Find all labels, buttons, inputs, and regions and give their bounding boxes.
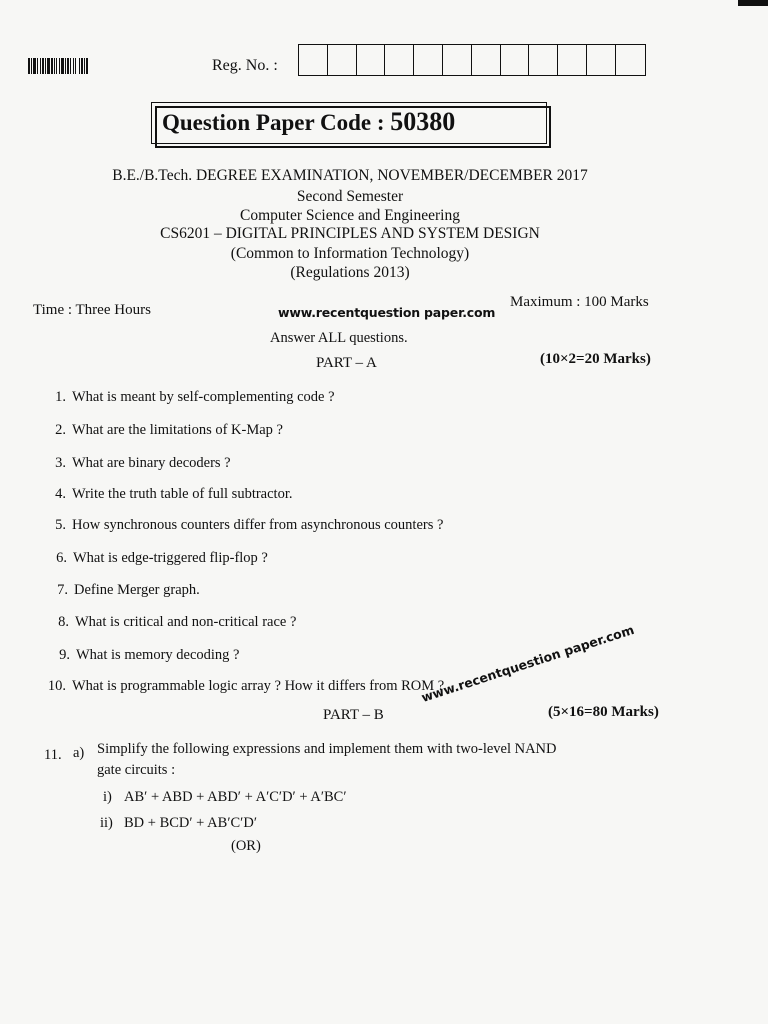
reg-no-cell <box>385 45 414 75</box>
question-item <box>44 678 444 695</box>
q11-text-line2: gate circuits : <box>97 762 176 778</box>
question-text: What are the limitations of K-Map ? <box>72 422 283 438</box>
qp-code-label: Question Paper Code : <box>162 110 385 135</box>
q11-number: 11. <box>44 747 62 763</box>
time-allowed: Time : Three Hours <box>33 302 151 318</box>
expr2: BD + BCD′ + AB′C′D′ <box>124 815 257 831</box>
question-text: What is critical and non-critical race ? <box>75 614 297 630</box>
question-item <box>48 647 239 664</box>
q11-sub: a) <box>73 745 85 761</box>
reg-no-cell <box>443 45 472 75</box>
question-number: 9. <box>59 647 70 663</box>
question-number: 10. <box>47 678 66 694</box>
expr1: AB′ + ABD + ABD′ + A′C′D′ + A′BC′ <box>124 789 347 805</box>
question-number: 8. <box>58 614 69 630</box>
maximum-marks: Maximum : 100 Marks <box>510 294 649 310</box>
question-text: How synchronous counters differ from asynchronous counters ? <box>72 517 444 533</box>
reg-no-cell <box>414 45 443 75</box>
question-item <box>44 389 335 406</box>
reg-no-label: Reg. No. : <box>212 57 278 74</box>
question-number: 7. <box>57 582 68 598</box>
question-text: What is programmable logic array ? How it differs from ROM ? <box>72 678 445 694</box>
question-item <box>44 455 231 472</box>
semester: Second Semester <box>296 188 404 205</box>
exam-title: B.E./B.Tech. DEGREE EXAMINATION, NOVEMBER/DECEMBER 2017 <box>112 167 588 184</box>
reg-no-cell <box>587 45 616 75</box>
course-title: CS6201 – DIGITAL PRINCIPLES AND SYSTEM DESIGN <box>160 225 540 242</box>
common-to: (Common to Information Technology) <box>230 245 470 262</box>
qp-code-value: 50380 <box>390 107 456 136</box>
instruction: Answer ALL questions. <box>270 330 408 346</box>
question-text: What is memory decoding ? <box>76 647 240 663</box>
part-b-marks: (5×16=80 Marks) <box>548 704 659 720</box>
question-item <box>47 614 296 631</box>
reg-no-cell <box>616 45 645 75</box>
question-number: 2. <box>55 422 66 438</box>
question-item <box>44 517 443 534</box>
reg-no-cell <box>328 45 357 75</box>
question-item <box>46 582 200 599</box>
question-item <box>44 422 283 439</box>
q11-text-line1: Simplify the following expressions and implement them with two-level NAND <box>97 741 557 757</box>
qp-code-title <box>162 107 455 137</box>
question-number: 5. <box>55 517 66 533</box>
reg-no-cell <box>357 45 386 75</box>
scan-edge-mark <box>738 0 768 6</box>
reg-no-cell <box>472 45 501 75</box>
expr2-label: ii) <box>100 815 113 831</box>
reg-no-cell <box>501 45 530 75</box>
barcode-image <box>28 58 128 74</box>
question-item <box>44 486 292 503</box>
question-number: 1. <box>55 389 66 405</box>
reg-no-cell <box>299 45 328 75</box>
question-number: 4. <box>55 486 66 502</box>
question-text: Write the truth table of full subtractor. <box>72 486 293 502</box>
part-b-title: PART – B <box>323 707 384 723</box>
question-text: Define Merger graph. <box>74 582 200 598</box>
question-text: What is meant by self-complementing code ? <box>72 389 335 405</box>
expr1-label: i) <box>103 789 112 805</box>
department: Computer Science and Engineering <box>240 207 460 224</box>
question-number: 6. <box>56 550 67 566</box>
reg-no-cell <box>529 45 558 75</box>
question-text: What is edge-triggered flip-flop ? <box>73 550 268 566</box>
part-a-marks: (10×2=20 Marks) <box>540 351 651 367</box>
question-text: What are binary decoders ? <box>72 455 231 471</box>
or-separator: (OR) <box>231 838 261 854</box>
question-number: 3. <box>55 455 66 471</box>
regulations: (Regulations 2013) <box>290 264 410 281</box>
watermark: www.recentquestion paper.com <box>278 305 496 320</box>
part-a-title: PART – A <box>316 355 377 371</box>
watermark-rotated: www.recentquestion paper.com <box>419 621 636 705</box>
reg-no-cell <box>558 45 587 75</box>
reg-no-boxes <box>298 44 646 76</box>
question-item <box>45 550 268 567</box>
